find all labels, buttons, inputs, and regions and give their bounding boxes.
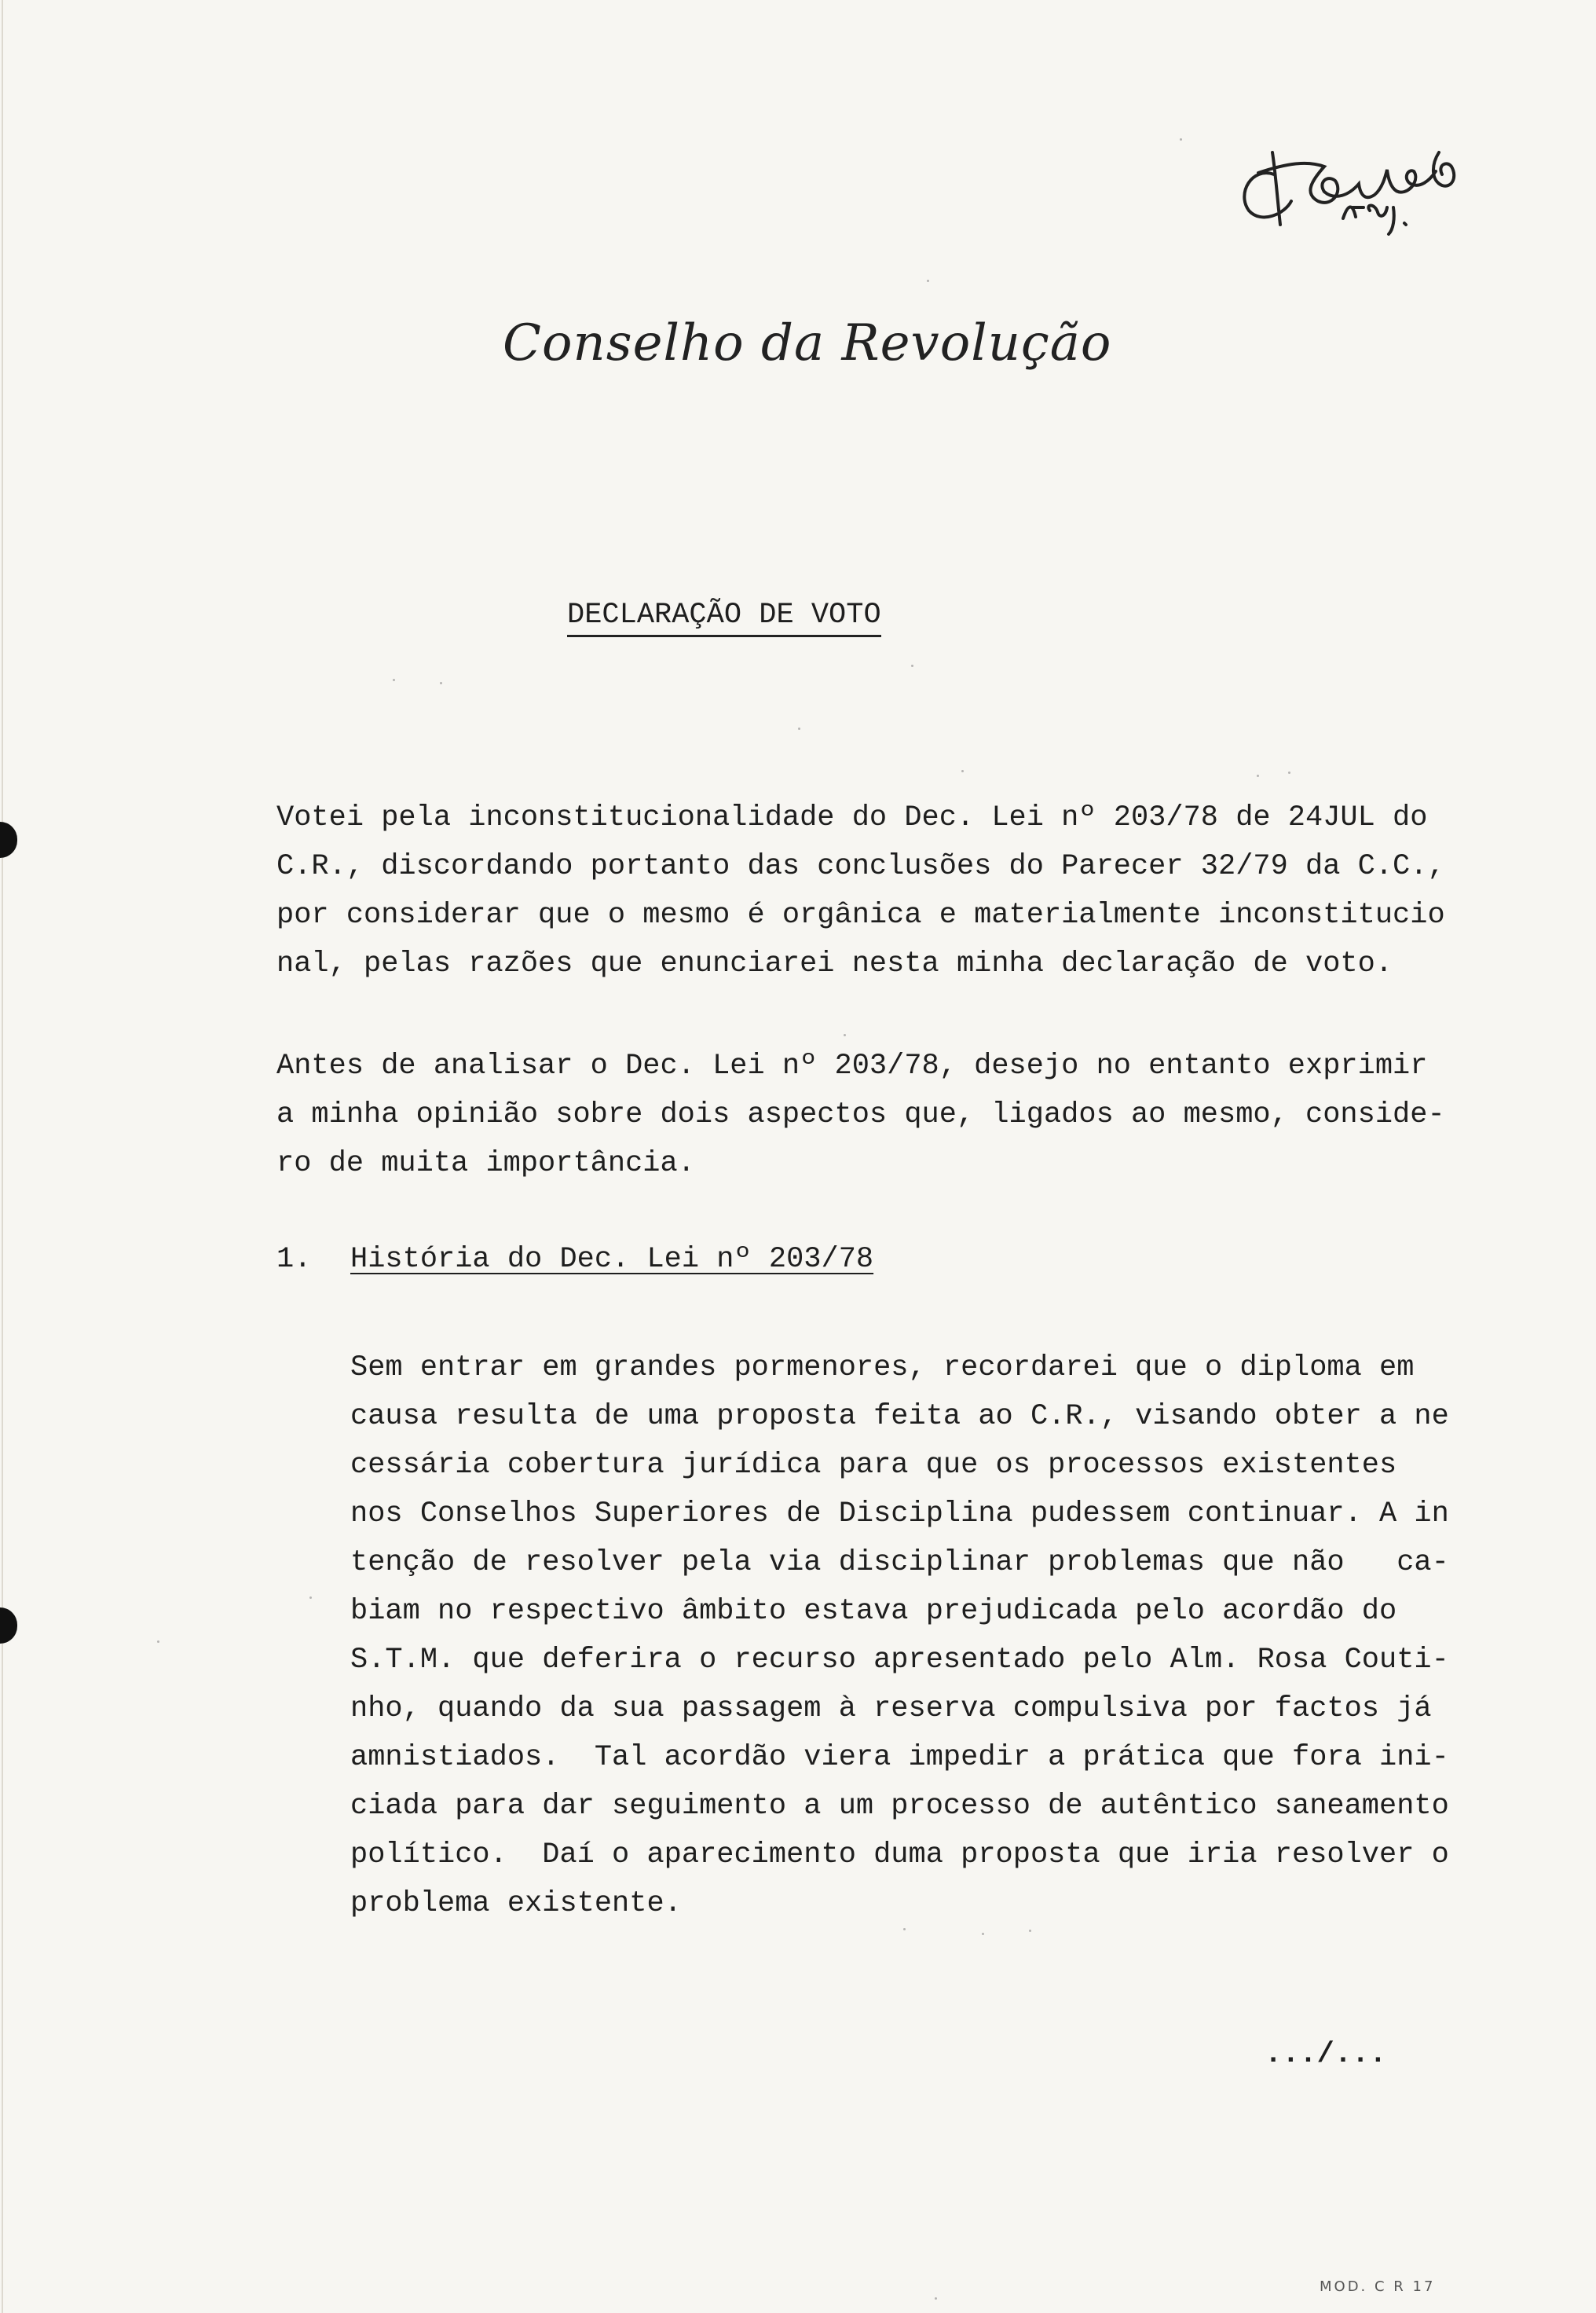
text-line: ciada para dar seguimento a um processo de autêntico saneamento [350, 1790, 1449, 1823]
text-line: Antes de analisar o Dec. Lei nº 203/78, desejo no entanto exprimir [276, 1050, 1428, 1083]
section-title: História do Dec. Lei nº 203/78 [350, 1243, 874, 1276]
text-line: cessária cobertura jurídica para que os processos existentes [350, 1449, 1397, 1482]
section-1-body [350, 1343, 1449, 1928]
text-line: Votei pela inconstitucionalidade do Dec. Lei nº 203/78 de 24JUL do [276, 801, 1428, 834]
section-number: 1. [276, 1243, 312, 1276]
section-1-heading [276, 1243, 873, 1276]
paragraph-2 [276, 1042, 1445, 1188]
text-line: ro de muita importância. [276, 1147, 695, 1180]
page-edge [2, 0, 3, 2313]
form-code: MOD. C R 17 [1320, 2278, 1436, 2295]
text-line: causa resulta de uma proposta feita ao C.R., visando obter a ne [350, 1400, 1449, 1433]
text-line: político. Daí o aparecimento duma proposta que iria resolver o [350, 1838, 1449, 1871]
text-line: nal, pelas razões que enunciarei nesta minha declaração de voto. [276, 948, 1393, 981]
punch-hole [0, 1607, 17, 1644]
text-line: tenção de resolver pela via disciplinar problemas que não ca- [350, 1546, 1449, 1579]
text-line: Sem entrar em grandes pormenores, recordarei que o diploma em [350, 1351, 1415, 1384]
text-line: S.T.M. que deferira o recurso apresentado pelo Alm. Rosa Couti- [350, 1644, 1449, 1677]
text-line: problema existente. [350, 1887, 682, 1920]
page-continuation-mark: .../... [1265, 2038, 1387, 2071]
text-line: por considerar que o mesmo é orgânica e materialmente inconstitucio [276, 899, 1445, 932]
text-line: a minha opinião sobre dois aspectos que, ligados ao mesmo, conside- [276, 1098, 1445, 1131]
text-line: biam no respectivo âmbito estava prejudicada pelo acordão do [350, 1595, 1397, 1628]
document-title: DECLARAÇÃO DE VOTO [567, 599, 881, 637]
punch-hole [0, 822, 17, 858]
letterhead: Conselho da Revolução [503, 314, 1112, 372]
text-line: C.R., discordando portanto das conclusões do Parecer 32/79 da C.C., [276, 850, 1445, 883]
handwritten-signature [1225, 126, 1477, 236]
text-line: nho, quando da sua passagem à reserva compulsiva por factos já [350, 1692, 1432, 1725]
text-line: nos Conselhos Superiores de Disciplina pudessem continuar. A in [350, 1497, 1449, 1530]
text-line: amnistiados. Tal acordão viera impedir a prática que fora ini- [350, 1741, 1449, 1774]
paragraph-1 [276, 794, 1445, 988]
